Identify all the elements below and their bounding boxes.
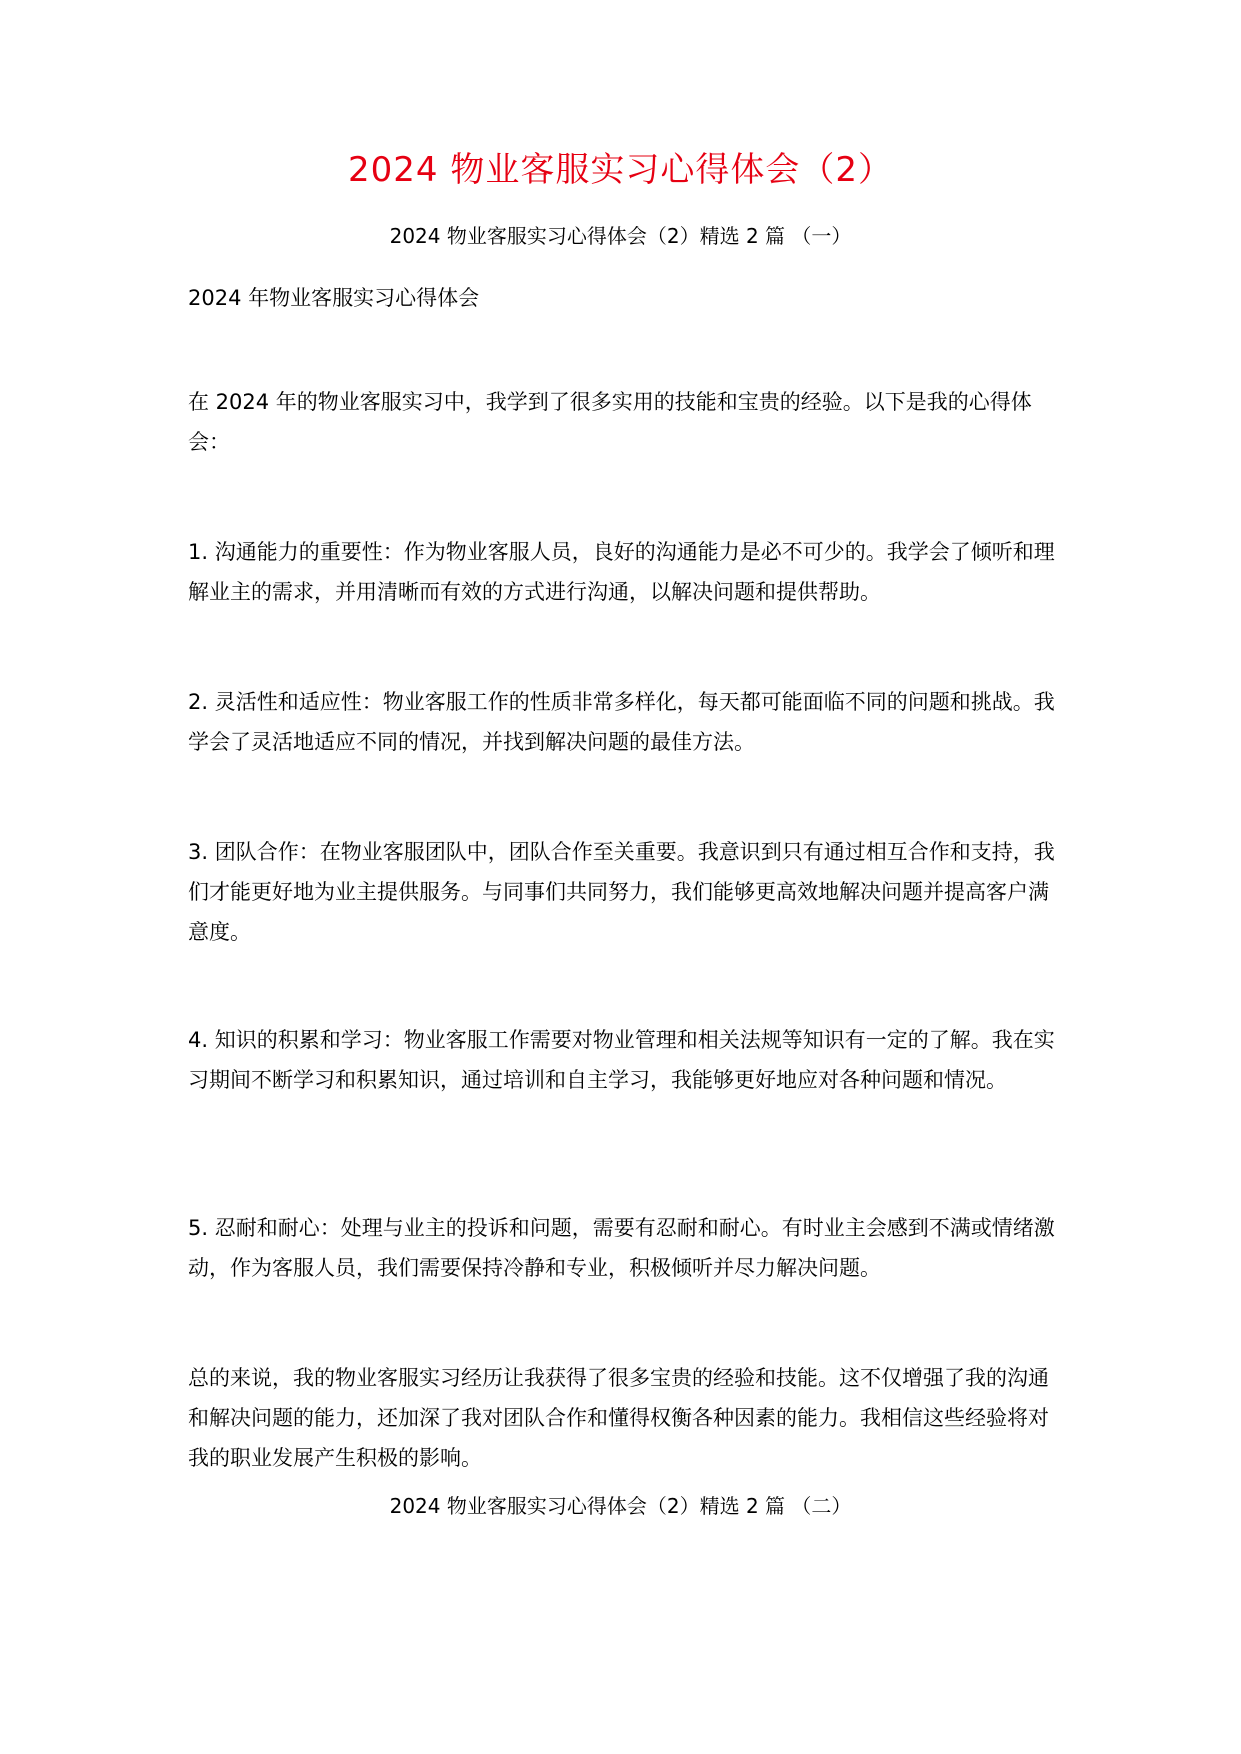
paragraph-conclusion: 总的来说，我的物业客服实习经历让我获得了很多宝贵的经验和技能。这不仅增强了我的沟通和解决问题的能力，还加深了我对团队合作和懂得权衡各种因素的能力。我相信这些经验将对我的职业发展产生积极的影响。	[188, 1366, 1049, 1470]
paragraph-point-1: 1. 沟通能力的重要性：作为物业客服人员，良好的沟通能力是必不可少的。我学会了倾听和理解业主的需求，并用清晰而有效的方式进行沟通，以解决问题和提供帮助。	[188, 540, 1055, 604]
paragraph-point-5: 5. 忍耐和耐心：处理与业主的投诉和问题，需要有忍耐和耐心。有时业主会感到不满或情绪激动，作为客服人员，我们需要保持冷静和专业，积极倾听并尽力解决问题。	[188, 1216, 1055, 1280]
paragraph-intro: 在 2024 年的物业客服实习中，我学到了很多实用的技能和宝贵的经验。以下是我的心得体会：	[188, 390, 1032, 454]
section-subtitle-1: 2024 物业客服实习心得体会（2）精选 2 篇 （一）	[389, 224, 852, 248]
section-subtitle-2: 2024 物业客服实习心得体会（2）精选 2 篇 （二）	[389, 1494, 852, 1518]
paragraph-point-4: 4. 知识的积累和学习：物业客服工作需要对物业管理和相关法规等知识有一定的了解。我在实习期间不断学习和积累知识，通过培训和自主学习，我能够更好地应对各种问题和情况。	[188, 1028, 1055, 1092]
paragraph-point-3: 3. 团队合作：在物业客服团队中，团队合作至关重要。我意识到只有通过相互合作和支持，我们才能更好地为业主提供服务。与同事们共同努力，我们能够更高效地解决问题并提高客户满意度。	[188, 840, 1055, 944]
paragraph-point-2: 2. 灵活性和适应性：物业客服工作的性质非常多样化，每天都可能面临不同的问题和挑战。我学会了灵活地适应不同的情况，并找到解决问题的最佳方法。	[188, 690, 1055, 754]
article-heading: 2024 年物业客服实习心得体会	[188, 286, 480, 310]
document-title: 2024 物业客服实习心得体会（2）	[348, 150, 893, 190]
